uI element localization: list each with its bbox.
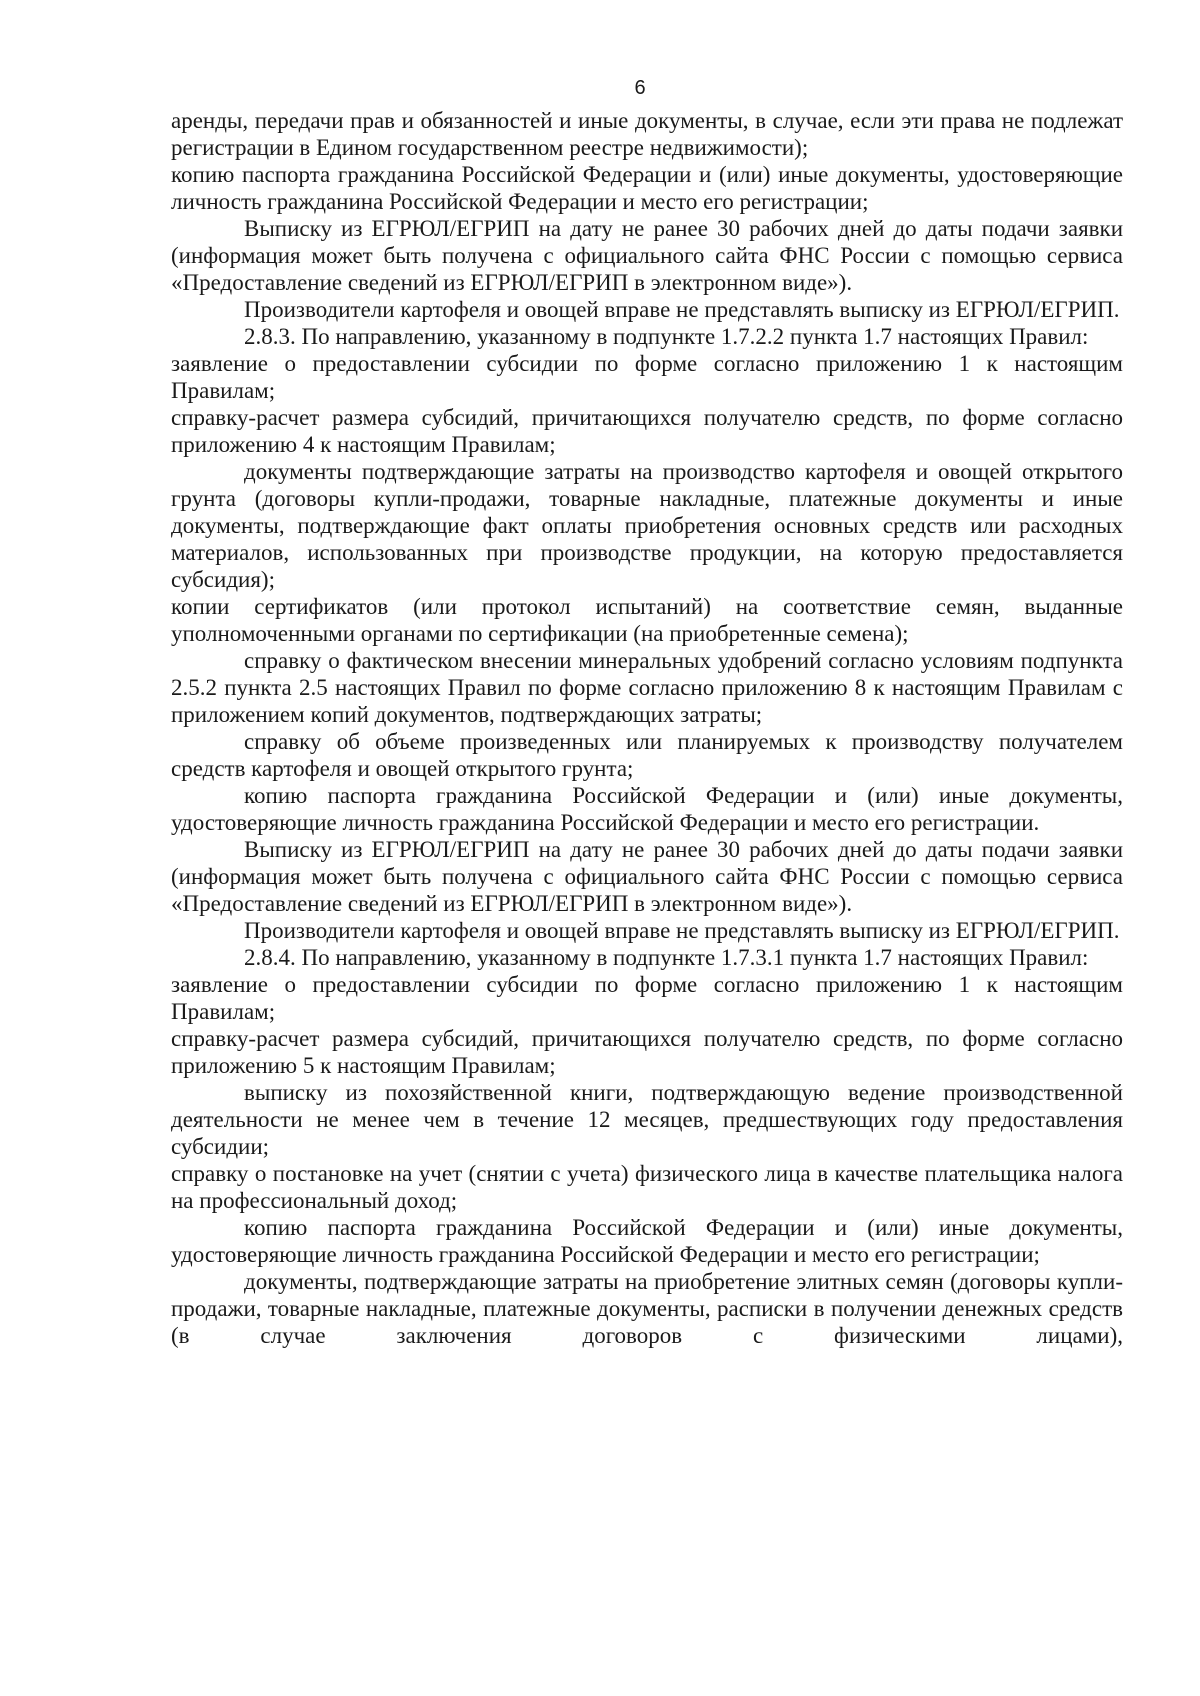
paragraph: аренды, передачи прав и обязанностей и иные документы, в случае, если эти права не подлежат регистрации в Едином государственном реестре недвижимости);	[171, 108, 1123, 160]
paragraph: копию паспорта гражданина Российской Федерации и (или) иные документы, удостоверяющие личность гражданина Российской Федерации и место его регистрации;	[171, 162, 1123, 214]
paragraph: заявление о предоставлении субсидии по форме согласно приложению 1 к настоящим Правилам;	[171, 972, 1123, 1024]
paragraph: справку-расчет размера субсидий, причитающихся получателю средств, по форме согласно приложению 4 к настоящим Правилам;	[171, 405, 1123, 457]
document-body	[171, 107, 1123, 1349]
paragraph: заявление о предоставлении субсидии по форме согласно приложению 1 к настоящим Правилам;	[171, 351, 1123, 403]
paragraph: копии сертификатов (или протокол испытаний) на соответствие семян, выданные уполномоченными органами по сертификации (на приобретенные семена);	[171, 594, 1123, 646]
paragraph: Производители картофеля и овощей вправе не представлять выписку из ЕГРЮЛ/ЕГРИП.	[244, 918, 1120, 943]
paragraph: справку о постановке на учет (снятии с учета) физического лица в качестве плательщика налога на профессиональный доход;	[171, 1161, 1123, 1213]
paragraph: выписку из похозяйственной книги, подтверждающую ведение производственной деятельности не менее чем в течение 12 месяцев, предшествующих году предоставления субсидии;	[171, 1080, 1123, 1159]
paragraph: документы подтверждающие затраты на производство картофеля и овощей открытого грунта (договоры купли-продажи, товарные накладные, платежные документы и иные документы, подтверждающие факт оплаты приобретения основных средств или расходных материалов, использованных при производстве продукции, на которую предоставляется субсидия);	[171, 459, 1123, 592]
section-heading-2-8-3: 2.8.3. По направлению, указанному в подпункте 1.7.2.2 пункта 1.7 настоящих Правил:	[244, 324, 1089, 349]
paragraph: копию паспорта гражданина Российской Федерации и (или) иные документы, удостоверяющие личность гражданина Российской Федерации и место его регистрации.	[171, 783, 1123, 835]
paragraph: копию паспорта гражданина Российской Федерации и (или) иные документы, удостоверяющие личность гражданина Российской Федерации и место его регистрации;	[171, 1215, 1123, 1267]
paragraph: справку-расчет размера субсидий, причитающихся получателю средств, по форме согласно приложению 5 к настоящим Правилам;	[171, 1026, 1123, 1078]
section-heading-2-8-4: 2.8.4. По направлению, указанному в подпункте 1.7.3.1 пункта 1.7 настоящих Правил:	[244, 945, 1089, 970]
paragraph: Выписку из ЕГРЮЛ/ЕГРИП на дату не ранее 30 рабочих дней до даты подачи заявки (информация может быть получена с официального сайта ФНС России с помощью сервиса «Предоставление сведений из ЕГРЮЛ/ЕГРИП в электронном виде»).	[171, 216, 1123, 295]
paragraph: Производители картофеля и овощей вправе не представлять выписку из ЕГРЮЛ/ЕГРИП.	[244, 297, 1120, 322]
page-number: 6	[634, 77, 646, 99]
paragraph: документы, подтверждающие затраты на приобретение элитных семян (договоры купли-продажи, товарные накладные, платежные документы, расписки в получении денежных средств (в случае заключения договоров с физическими лицами),	[171, 1269, 1123, 1348]
paragraph: справку о фактическом внесении минеральных удобрений согласно условиям подпункта 2.5.2 пункта 2.5 настоящих Правил по форме согласно приложению 8 к настоящим Правилам с приложением копий документов, подтверждающих затраты;	[171, 648, 1123, 727]
paragraph: Выписку из ЕГРЮЛ/ЕГРИП на дату не ранее 30 рабочих дней до даты подачи заявки (информация может быть получена с официального сайта ФНС России с помощью сервиса «Предоставление сведений из ЕГРЮЛ/ЕГРИП в электронном виде»).	[171, 837, 1123, 916]
paragraph: справку об объеме произведенных или планируемых к производству получателем средств картофеля и овощей открытого грунта;	[171, 729, 1123, 781]
